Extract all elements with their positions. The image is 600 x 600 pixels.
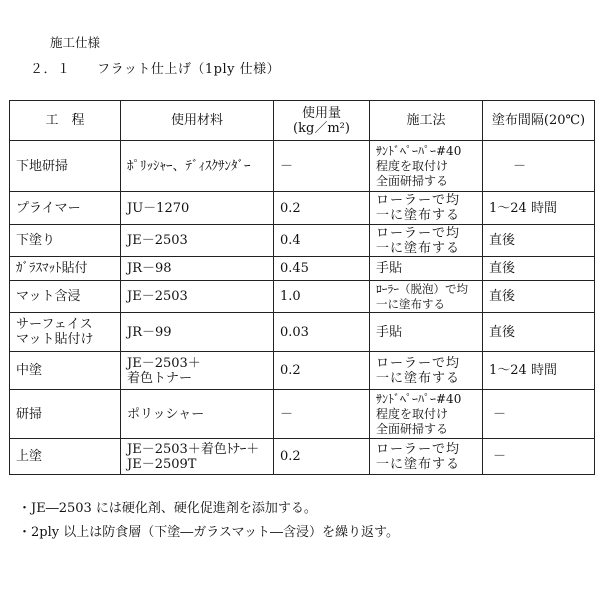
method-line: 一に塗布する <box>376 240 461 256</box>
material-line: JR－98 <box>127 261 172 276</box>
doc-title: 施工仕様 <box>50 35 101 50</box>
method-line: 手貼 <box>376 261 403 276</box>
header-amount-line2: (kg／m²) <box>293 120 350 136</box>
cell-method <box>370 192 483 225</box>
cell-material <box>121 313 274 352</box>
header-material: 使用材料 <box>121 101 274 141</box>
table-row <box>10 257 595 281</box>
notes <box>18 497 399 545</box>
method-line: ローラーで均 <box>376 441 461 457</box>
cell-interval: － <box>483 439 595 475</box>
method-line: 程度を取付け <box>376 406 449 421</box>
cell-amount: － <box>274 390 370 439</box>
method-line: 一に塗布する <box>376 296 445 311</box>
table-row <box>10 281 595 313</box>
method-line: ローラーで均 <box>376 225 461 241</box>
material-line: JE－2509T <box>127 456 197 472</box>
section-heading <box>30 58 280 77</box>
header-process: 工 程 <box>10 101 121 141</box>
cell-amount: 1.0 <box>274 281 370 313</box>
cell-material <box>121 390 274 439</box>
section-title: フラット仕上げ（1ply 仕様） <box>97 62 281 77</box>
cell-material <box>121 281 274 313</box>
cell-method <box>370 390 483 439</box>
spec-table <box>9 100 595 475</box>
cell-interval: 直後 <box>483 313 595 352</box>
cell-material <box>121 257 274 281</box>
cell-method <box>370 225 483 257</box>
table-row <box>10 352 595 390</box>
cell-interval: 1～24 時間 <box>483 192 595 225</box>
method-line: ローラーで均 <box>376 193 461 208</box>
section-number: ２．１ <box>30 62 71 77</box>
cell-interval: － <box>483 141 595 192</box>
cell-amount: 0.2 <box>274 192 370 225</box>
cell-method <box>370 281 483 313</box>
method-line: 全面研掃する <box>376 421 449 436</box>
process-line: 研掃 <box>16 406 43 422</box>
method-line: 手貼 <box>376 324 403 340</box>
table-row <box>10 192 595 225</box>
material-line: ポリッシャー <box>127 406 205 422</box>
cell-material <box>121 439 274 475</box>
cell-amount: 0.2 <box>274 352 370 390</box>
process-line: マット貼付け <box>16 332 94 347</box>
cell-material <box>121 141 274 192</box>
cell-interval: 直後 <box>483 281 595 313</box>
method-line: ﾛｰﾗｰ（脱泡）で均 <box>376 281 468 296</box>
material-line: JE－2503＋ <box>127 355 201 371</box>
cell-process <box>10 225 121 257</box>
method-line: 程度を取付け <box>376 158 449 173</box>
process-line: マット含浸 <box>16 289 81 304</box>
method-line: ｻﾝﾄﾞﾍﾟｰﾊﾟｰ#40 <box>376 391 462 406</box>
method-line: 一に塗布する <box>376 208 461 223</box>
cell-method <box>370 352 483 390</box>
note-item: ・JE―2503 には硬化剤、硬化促進剤を添加する。 <box>18 501 317 516</box>
cell-process <box>10 313 121 352</box>
process-line: 下地研掃 <box>16 158 69 174</box>
process-line: ｶﾞﾗｽﾏｯﾄ貼付 <box>16 261 88 276</box>
cell-amount: 0.03 <box>274 313 370 352</box>
table-row <box>10 439 595 475</box>
table-row <box>10 313 595 352</box>
method-line: 一に塗布する <box>376 370 461 386</box>
method-line: ｻﾝﾄﾞﾍﾟｰﾊﾟｰ#40 <box>376 143 462 158</box>
cell-interval: 直後 <box>483 225 595 257</box>
header-amount <box>274 101 370 141</box>
method-line: 一に塗布する <box>376 456 461 472</box>
table-header-row <box>10 101 595 141</box>
method-line: 全面研掃する <box>376 173 449 188</box>
header-interval: 塗布間隔(20℃) <box>483 101 595 141</box>
header-amount-line1: 使用量 <box>301 105 341 121</box>
material-line: 着色トナー <box>127 370 193 386</box>
cell-method <box>370 141 483 192</box>
cell-interval: 直後 <box>483 257 595 281</box>
cell-material <box>121 192 274 225</box>
table-row <box>10 390 595 439</box>
cell-amount: 0.45 <box>274 257 370 281</box>
process-line: 中塗 <box>16 363 43 378</box>
material-line: JE－2503＋着色ﾄﾅｰ＋ <box>127 441 260 457</box>
cell-amount: 0.4 <box>274 225 370 257</box>
cell-interval: 1～24 時間 <box>483 352 595 390</box>
material-line: ﾎﾟﾘｯｼｬｰ、ﾃﾞｨｽｸｻﾝﾀﾞｰ <box>127 158 251 174</box>
process-line: 上塗 <box>16 449 43 464</box>
cell-process <box>10 390 121 439</box>
table-row <box>10 141 595 192</box>
cell-material <box>121 352 274 390</box>
header-method: 施工法 <box>370 101 483 141</box>
cell-process <box>10 192 121 225</box>
process-line: プライマー <box>16 200 81 216</box>
material-line: JU－1270 <box>127 200 190 216</box>
cell-process <box>10 352 121 390</box>
cell-method <box>370 313 483 352</box>
cell-method <box>370 439 483 475</box>
cell-interval: － <box>483 390 595 439</box>
cell-amount: － <box>274 141 370 192</box>
cell-process <box>10 257 121 281</box>
material-line: JE－2503 <box>127 289 188 304</box>
note-item: ・2ply 以上は防食層（下塗―ガラスマット―含浸）を繰り返す。 <box>18 525 400 540</box>
cell-amount: 0.2 <box>274 439 370 475</box>
cell-material <box>121 225 274 257</box>
material-line: JE－2503 <box>127 233 188 248</box>
material-line: JR－99 <box>127 324 172 340</box>
process-line: サーフェイス <box>16 317 93 332</box>
cell-process <box>10 141 121 192</box>
cell-method <box>370 257 483 281</box>
method-line: ローラーで均 <box>376 355 461 371</box>
process-line: 下塗り <box>16 233 56 248</box>
table-row <box>10 225 595 257</box>
cell-process <box>10 439 121 475</box>
cell-process <box>10 281 121 313</box>
